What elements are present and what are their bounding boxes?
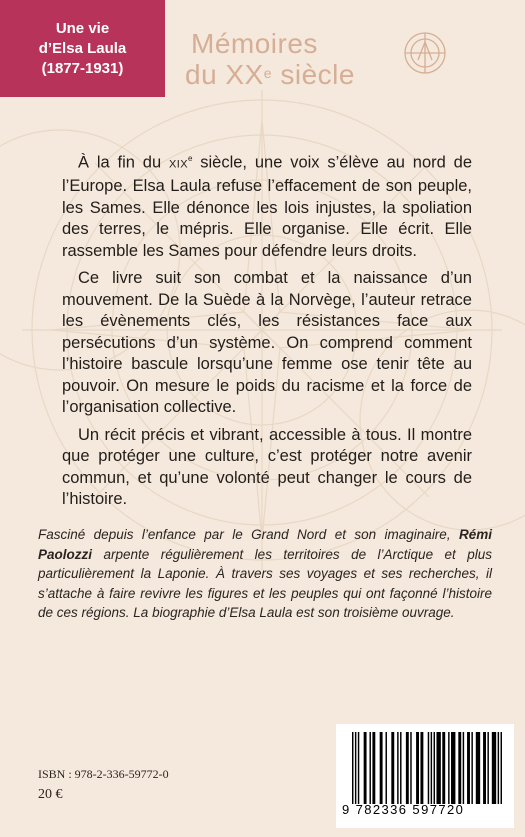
series-title: [185, 30, 355, 89]
badge-line-3: (1877-1931): [41, 59, 124, 77]
summary-paragraph-1: À la fin du XIXe siècle, une voix s’élève au nord de l’Europe. Elsa Laula refuse l’effacement de son peuple, les Sames. Elle dénonce les lois injustes, la spoliation des terres, le mépris. Elle organise. Elle écrit. Elle rassemble les Sames pour défendre leurs droits.: [62, 153, 473, 260]
back-cover-summary: [62, 148, 472, 517]
series-emblem-icon: [402, 30, 448, 76]
summary-paragraph-2: Ce livre suit son combat et la naissance d’un mouvement. De la Suède à la Norvège, l’auteur retrace les évènements clés, les résistances face aux persécutions d’un système. On comprend comment l’histoire bascule lorsqu’une femme ose tenir tête au pouvoir. On mesure le poids du racisme et la force de l’organisation collective.: [62, 269, 472, 416]
badge-line-1: Une vie: [55, 19, 110, 37]
series-line-1: Mémoires: [191, 28, 318, 59]
barcode-number: 9 782336 597720: [342, 802, 465, 817]
series-line-2: du XXe siècle: [185, 59, 355, 90]
isbn-text: ISBN : 978-2-336-59772-0: [38, 767, 169, 781]
badge-line-2: d’Elsa Laula: [38, 39, 127, 57]
author-biography: Fasciné depuis l’enfance par le Grand Nord et son imaginaire, Rémi Paolozzi arpente régulièrement les territoires de l’Arctique et plus particulièrement la Laponie. À travers ses voyages et ses recherches, il s’attache à faire revivre les figures et les peuples qui ont façonné l’histoire de ces régions. La biographie d’Elsa Laula est son troisième ouvrage.: [38, 527, 492, 620]
barcode-box: [336, 724, 514, 828]
price-text: 20 €: [38, 787, 63, 802]
summary-paragraph-3: Un récit précis et vibrant, accessible à tous. Il montre que protéger une culture, c’est protéger notre avenir commun, et qu’une volonté peut changer le cours de l’histoire.: [62, 425, 472, 508]
barcode-icon: [350, 732, 504, 804]
title-badge: [0, 0, 165, 97]
author-name: Rémi Paolozzi: [38, 527, 492, 562]
